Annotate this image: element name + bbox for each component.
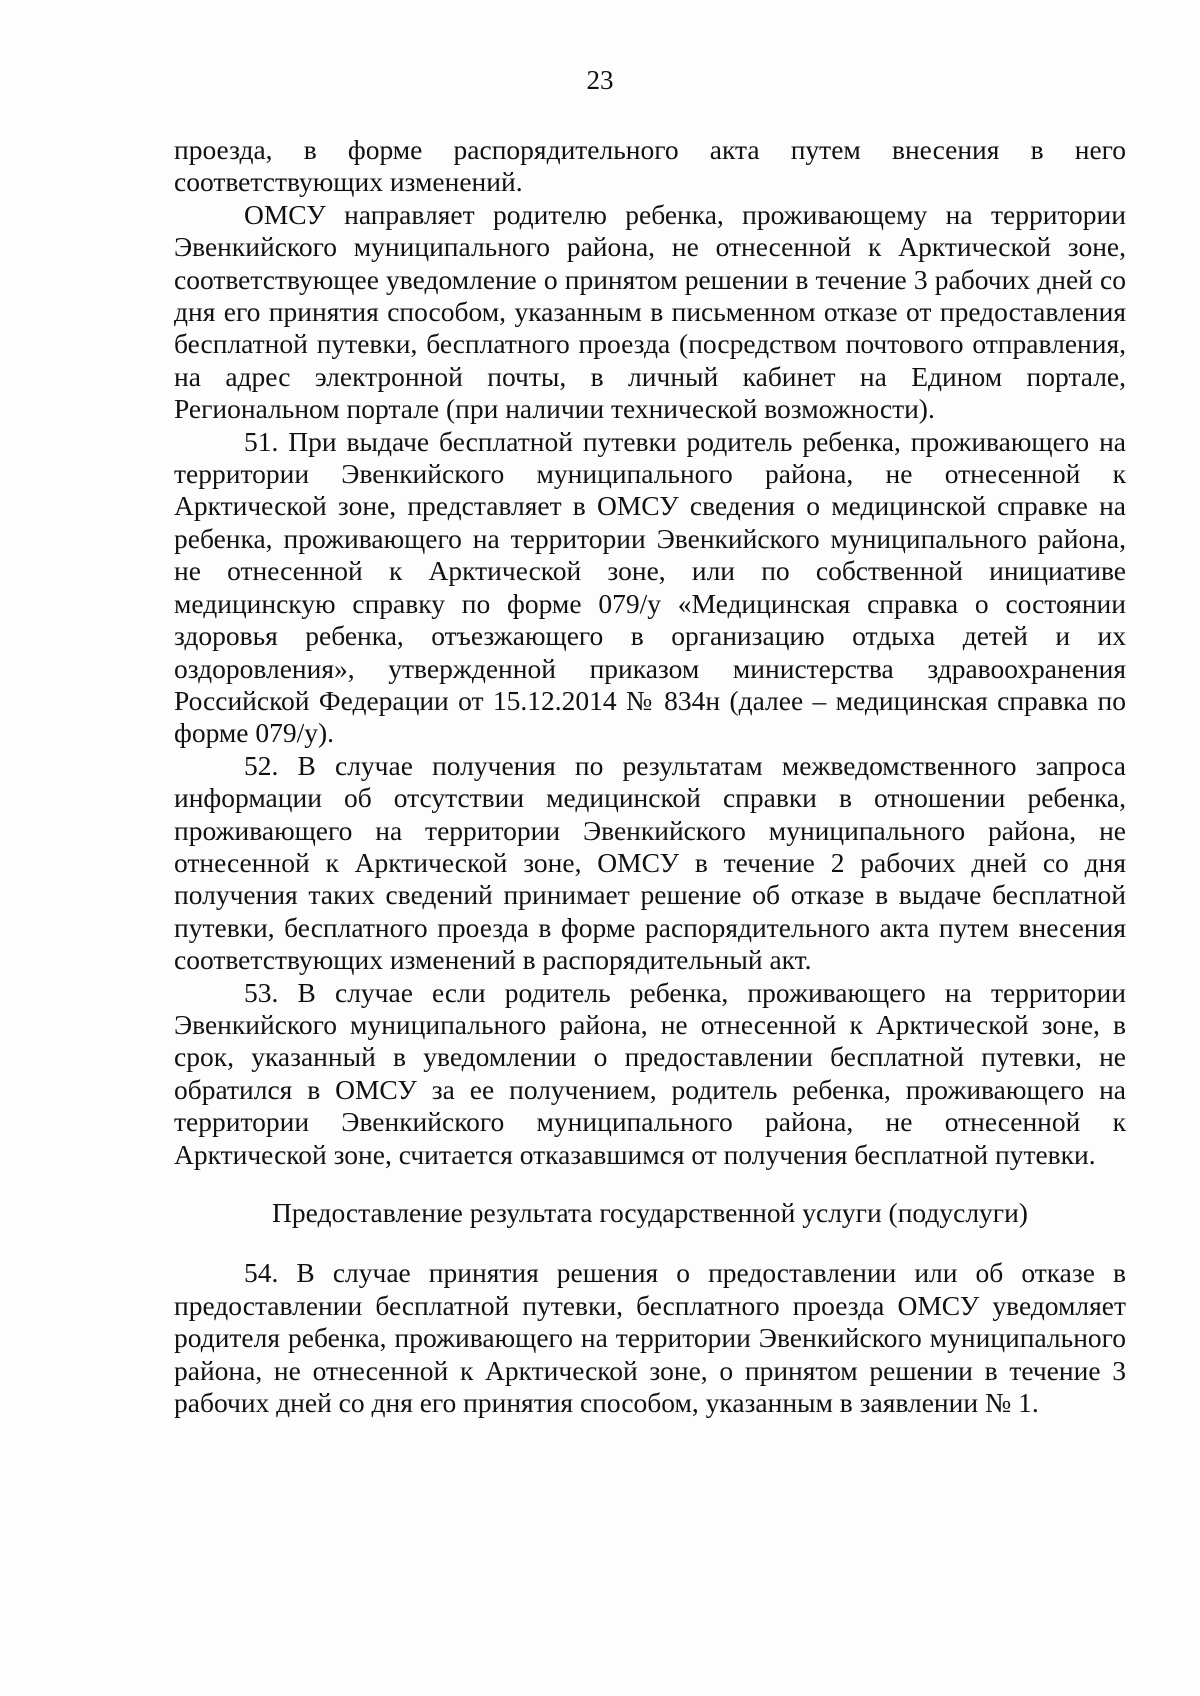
- paragraph-53: 53. В случае если родитель ребенка, проживающего на территории Эвенкийского муниципального района, не отнесенной к Арктической зоне, в срок, указанный в уведомлении о предоставлении бесплатной путевки, не обратился в ОМСУ за ее получением, родитель ребенка, проживающего на территории Эвенкийского муниципального района, не отнесенной к Арктической зоне, считается отказавшимся от получения бесплатной путевки.: [174, 976, 1126, 1170]
- paragraph-52: 52. В случае получения по результатам межведомственного запроса информации об отсутствии медицинской справки в отношении ребенка, проживающего на территории Эвенкийского муниципального района, не отнесенной к Арктической зоне, ОМСУ в течение 2 рабочих дней со дня получения таких сведений принимает решение об отказе в выдаче бесплатной путевки, бесплатного проезда в форме распорядительного акта путем внесения соответствующих изменений в распорядительный акт.: [174, 749, 1126, 976]
- section-heading: Предоставление результата государственной услуги (подуслуги): [272, 1197, 1028, 1228]
- paragraph-omsu-notification: ОМСУ направляет родителю ребенка, проживающему на территории Эвенкийского муниципального района, не отнесенной к Арктической зоне, соответствующее уведомление о принятом решении в течение 3 рабочих дней со дня его принятия способом, указанным в письменном отказе от предоставления бесплатной путевки, бесплатного проезда (посредством почтового отправления, на адрес электронной почты, в личный кабинет на Едином портале, Региональном портале (при наличии технической возможности).: [174, 198, 1126, 425]
- page-number: 23: [586, 65, 614, 95]
- document-body: [174, 134, 1126, 1419]
- paragraph-continuation: проезда, в форме распорядительного акта путем внесения в него соответствующих изменений.: [174, 134, 1126, 198]
- paragraph-54: 54. В случае принятия решения о предоставлении или об отказе в предоставлении бесплатной путевки, бесплатного проезда ОМСУ уведомляет родителя ребенка, проживающего на территории Эвенкийского муниципального района, не отнесенной к Арктической зоне, о принятом решении в течение 3 рабочих дней со дня его принятия способом, указанным в заявлении № 1.: [174, 1257, 1126, 1419]
- paragraph-51: 51. При выдаче бесплатной путевки родитель ребенка, проживающего на территории Эвенкийского муниципального района, не отнесенной к Арктической зоне, представляет в ОМСУ сведения о медицинской справке на ребенка, проживающего на территории Эвенкийского муниципального района, не отнесенной к Арктической зоне, или по собственной инициативе медицинскую справку по форме 079/у «Медицинская справка о состоянии здоровья ребенка, отъезжающего в организацию отдыха детей и их оздоровления», утвержденной приказом министерства здравоохранения Российской Федерации от 15.12.2014 № 834н (далее – медицинская справка по форме 079/у).: [174, 425, 1126, 749]
